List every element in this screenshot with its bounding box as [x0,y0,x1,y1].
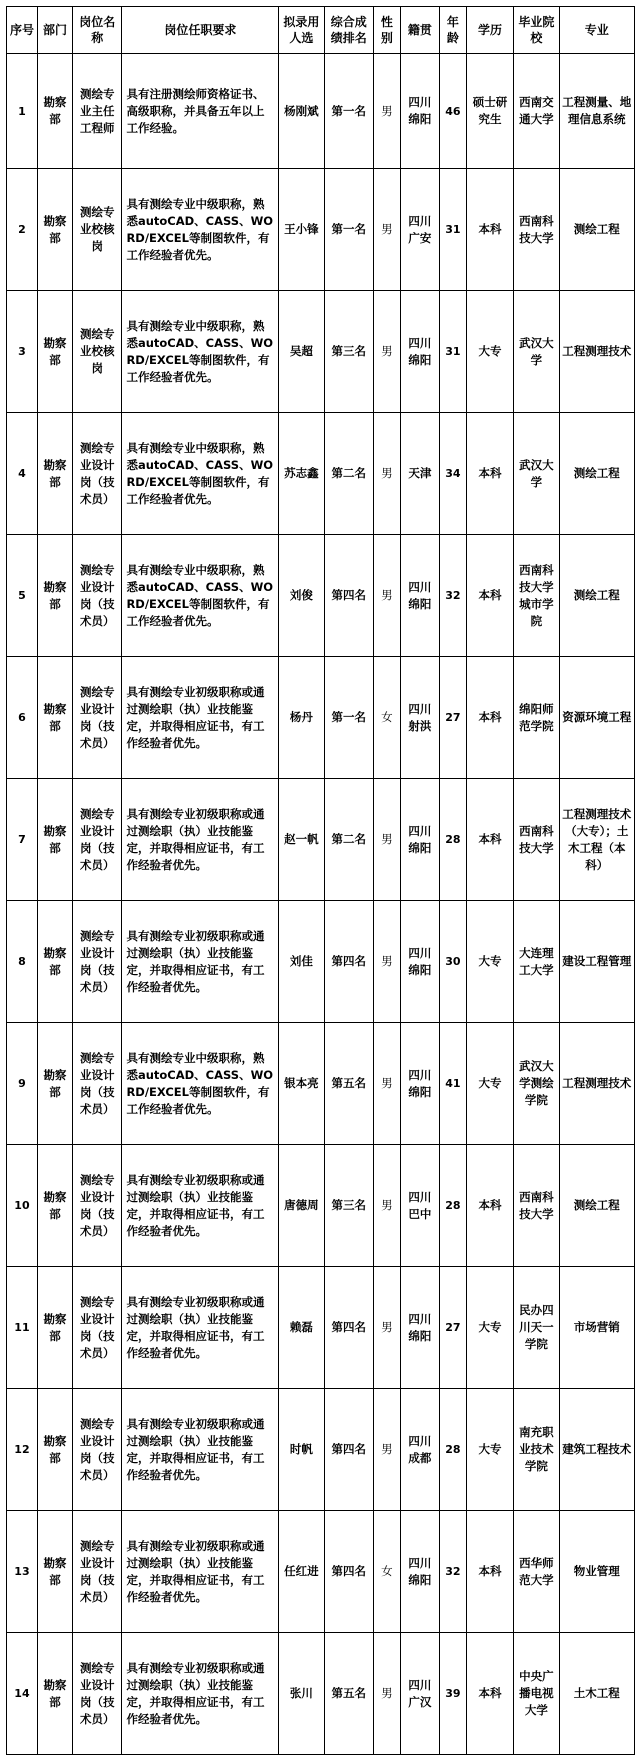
row-native: 四川绵阳 [400,1023,439,1145]
row-dept: 勘察部 [37,1267,72,1389]
row-rank: 第三名 [324,291,373,413]
row-name: 王小锋 [279,169,324,291]
row-requirement: 具有测绘专业中级职称，熟悉autoCAD、CASS、WORD/EXCEL等制图软件，有工作经验者优先。 [122,291,279,413]
table-row [7,54,635,169]
row-school: 大连理工大学 [514,901,559,1023]
row-age: 41 [440,1023,467,1145]
row-dept: 勘察部 [37,779,72,901]
row-requirement: 具有测绘专业中级职称，熟悉autoCAD、CASS、WORD/EXCEL等制图软件，有工作经验者优先。 [122,1023,279,1145]
row-native: 四川绵阳 [400,535,439,657]
row-native: 天津 [400,413,439,535]
row-no: 12 [7,1389,38,1511]
row-gender: 男 [374,535,401,657]
row-dept: 勘察部 [37,413,72,535]
row-gender: 女 [374,1511,401,1633]
header-requirement: 岗位任职要求 [122,7,279,54]
row-position: 测绘专业设计岗（技术员） [72,1023,121,1145]
row-rank: 第一名 [324,657,373,779]
row-school: 武汉大学测绘学院 [514,1023,559,1145]
row-edu: 本科 [466,535,513,657]
row-name: 刘佳 [279,901,324,1023]
header-name: 拟录用人选 [279,7,324,54]
recruitment-table-container [6,6,635,1755]
row-name: 任红进 [279,1511,324,1633]
row-edu: 本科 [466,1633,513,1755]
table-row [7,1511,635,1633]
row-major: 建筑工程技术 [559,1389,634,1511]
row-native: 四川成都 [400,1389,439,1511]
row-gender: 男 [374,901,401,1023]
row-position: 测绘专业设计岗（技术员） [72,535,121,657]
row-no: 1 [7,54,38,169]
header-school: 毕业院校 [514,7,559,54]
row-no: 2 [7,169,38,291]
row-requirement: 具有测绘专业初级职称或通过测绘职（执）业技能鉴定，并取得相应证书，有工作经验者优先。 [122,657,279,779]
row-requirement: 具有测绘专业初级职称或通过测绘职（执）业技能鉴定，并取得相应证书，有工作经验者优先。 [122,1145,279,1267]
header-major: 专业 [559,7,634,54]
row-major: 测绘工程 [559,535,634,657]
row-rank: 第二名 [324,779,373,901]
header-age: 年龄 [440,7,467,54]
row-gender: 男 [374,1145,401,1267]
recruitment-table [6,6,635,1755]
row-school: 武汉大学 [514,413,559,535]
row-position: 测绘专业设计岗（技术员） [72,1511,121,1633]
row-position: 测绘专业设计岗（技术员） [72,1389,121,1511]
row-dept: 勘察部 [37,535,72,657]
row-native: 四川绵阳 [400,54,439,169]
row-no: 8 [7,901,38,1023]
row-no: 4 [7,413,38,535]
row-major: 测绘工程 [559,1145,634,1267]
row-major: 工程测理技术 [559,1023,634,1145]
row-dept: 勘察部 [37,1023,72,1145]
table-row [7,169,635,291]
row-major: 工程测理技术 [559,291,634,413]
row-requirement: 具有注册测绘师资格证书、高级职称，并具备五年以上工作经验。 [122,54,279,169]
row-dept: 勘察部 [37,1511,72,1633]
row-rank: 第四名 [324,901,373,1023]
row-name: 时帆 [279,1389,324,1511]
row-major: 建设工程管理 [559,901,634,1023]
row-edu: 本科 [466,1511,513,1633]
header-edu: 学历 [466,7,513,54]
row-requirement: 具有测绘专业中级职称，熟悉autoCAD、CASS、WORD/EXCEL等制图软件，有工作经验者优先。 [122,535,279,657]
row-age: 32 [440,535,467,657]
row-major: 物业管理 [559,1511,634,1633]
row-no: 7 [7,779,38,901]
row-school: 民办四川天一学院 [514,1267,559,1389]
row-major: 资源环境工程 [559,657,634,779]
row-gender: 男 [374,1267,401,1389]
row-major: 土木工程 [559,1633,634,1755]
row-major: 测绘工程 [559,169,634,291]
row-age: 32 [440,1511,467,1633]
row-no: 11 [7,1267,38,1389]
row-gender: 男 [374,54,401,169]
row-school: 南充职业技术学院 [514,1389,559,1511]
row-no: 13 [7,1511,38,1633]
row-major: 市场营销 [559,1267,634,1389]
row-name: 唐德周 [279,1145,324,1267]
row-edu: 大专 [466,1023,513,1145]
row-major: 工程测理技术（大专）；土木工程（本科） [559,779,634,901]
row-age: 28 [440,1389,467,1511]
row-no: 14 [7,1633,38,1755]
row-position: 测绘专业校核岗 [72,291,121,413]
row-rank: 第五名 [324,1633,373,1755]
row-age: 27 [440,657,467,779]
row-name: 张川 [279,1633,324,1755]
row-native: 四川绵阳 [400,1267,439,1389]
row-native: 四川绵阳 [400,779,439,901]
table-row [7,535,635,657]
row-age: 27 [440,1267,467,1389]
header-rank: 综合成绩排名 [324,7,373,54]
row-native: 四川绵阳 [400,1511,439,1633]
row-position: 测绘专业设计岗（技术员） [72,1633,121,1755]
row-requirement: 具有测绘专业初级职称或通过测绘职（执）业技能鉴定，并取得相应证书，有工作经验者优先。 [122,901,279,1023]
row-name: 刘俊 [279,535,324,657]
row-position: 测绘专业设计岗（技术员） [72,413,121,535]
row-requirement: 具有测绘专业初级职称或通过测绘职（执）业技能鉴定，并取得相应证书，有工作经验者优先。 [122,1633,279,1755]
header-position: 岗位名称 [72,7,121,54]
row-name: 赵一帆 [279,779,324,901]
row-age: 28 [440,1145,467,1267]
row-school: 西南科技大学 [514,779,559,901]
row-school: 绵阳师范学院 [514,657,559,779]
row-school: 武汉大学 [514,291,559,413]
row-rank: 第四名 [324,1511,373,1633]
row-no: 6 [7,657,38,779]
row-name: 杨刚斌 [279,54,324,169]
row-edu: 本科 [466,779,513,901]
row-dept: 勘察部 [37,291,72,413]
row-edu: 本科 [466,1145,513,1267]
row-dept: 勘察部 [37,1145,72,1267]
row-no: 5 [7,535,38,657]
row-edu: 大专 [466,291,513,413]
row-requirement: 具有测绘专业初级职称或通过测绘职（执）业技能鉴定，并取得相应证书，有工作经验者优先。 [122,1389,279,1511]
row-gender: 男 [374,291,401,413]
row-dept: 勘察部 [37,657,72,779]
table-row [7,1145,635,1267]
header-native: 籍贯 [400,7,439,54]
row-school: 西南科技大学 [514,1145,559,1267]
row-rank: 第四名 [324,1267,373,1389]
row-no: 9 [7,1023,38,1145]
row-native: 四川绵阳 [400,901,439,1023]
row-position: 测绘专业主任工程师 [72,54,121,169]
row-age: 28 [440,779,467,901]
row-edu: 本科 [466,657,513,779]
row-position: 测绘专业设计岗（技术员） [72,779,121,901]
header-no: 序号 [7,7,38,54]
row-rank: 第四名 [324,535,373,657]
row-no: 3 [7,291,38,413]
row-dept: 勘察部 [37,54,72,169]
row-name: 苏志鑫 [279,413,324,535]
row-position: 测绘专业校核岗 [72,169,121,291]
row-edu: 大专 [466,901,513,1023]
row-position: 测绘专业设计岗（技术员） [72,1267,121,1389]
header-gender: 性别 [374,7,401,54]
row-edu: 硕士研究生 [466,54,513,169]
row-name: 银本亮 [279,1023,324,1145]
row-requirement: 具有测绘专业中级职称，熟悉autoCAD、CASS、WORD/EXCEL等制图软件，有工作经验者优先。 [122,169,279,291]
row-school: 中央广播电视大学 [514,1633,559,1755]
row-position: 测绘专业设计岗（技术员） [72,901,121,1023]
row-dept: 勘察部 [37,1633,72,1755]
table-row [7,1023,635,1145]
header-dept: 部门 [37,7,72,54]
row-gender: 男 [374,1389,401,1511]
row-edu: 大专 [466,1389,513,1511]
row-dept: 勘察部 [37,1389,72,1511]
row-school: 西南科技大学 [514,169,559,291]
table-row [7,1389,635,1511]
row-requirement: 具有测绘专业中级职称，熟悉autoCAD、CASS、WORD/EXCEL等制图软件，有工作经验者优先。 [122,413,279,535]
row-age: 34 [440,413,467,535]
row-gender: 男 [374,413,401,535]
row-major: 工程测量、地理信息系统 [559,54,634,169]
row-school: 西南科技大学城市学院 [514,535,559,657]
row-native: 四川射洪 [400,657,439,779]
table-row [7,1267,635,1389]
row-edu: 本科 [466,413,513,535]
table-row [7,291,635,413]
row-dept: 勘察部 [37,169,72,291]
row-rank: 第四名 [324,1389,373,1511]
row-name: 吴超 [279,291,324,413]
row-native: 四川广安 [400,169,439,291]
row-no: 10 [7,1145,38,1267]
row-requirement: 具有测绘专业初级职称或通过测绘职（执）业技能鉴定，并取得相应证书，有工作经验者优先。 [122,1511,279,1633]
row-age: 30 [440,901,467,1023]
table-row [7,901,635,1023]
row-age: 31 [440,291,467,413]
row-rank: 第五名 [324,1023,373,1145]
row-native: 四川巴中 [400,1145,439,1267]
row-rank: 第二名 [324,413,373,535]
row-age: 39 [440,1633,467,1755]
row-rank: 第一名 [324,54,373,169]
row-name: 赖磊 [279,1267,324,1389]
table-row [7,1633,635,1755]
row-gender: 男 [374,1023,401,1145]
row-position: 测绘专业设计岗（技术员） [72,1145,121,1267]
row-age: 46 [440,54,467,169]
header-row [7,7,635,54]
row-gender: 男 [374,1633,401,1755]
row-school: 西南交通大学 [514,54,559,169]
row-requirement: 具有测绘专业初级职称或通过测绘职（执）业技能鉴定，并取得相应证书，有工作经验者优先。 [122,779,279,901]
row-gender: 女 [374,657,401,779]
table-row [7,657,635,779]
row-native: 四川广汉 [400,1633,439,1755]
row-dept: 勘察部 [37,901,72,1023]
row-gender: 男 [374,169,401,291]
table-row [7,779,635,901]
row-gender: 男 [374,779,401,901]
table-body [7,54,635,1755]
row-native: 四川绵阳 [400,291,439,413]
row-edu: 大专 [466,1267,513,1389]
row-name: 杨丹 [279,657,324,779]
row-requirement: 具有测绘专业初级职称或通过测绘职（执）业技能鉴定，并取得相应证书，有工作经验者优先。 [122,1267,279,1389]
row-rank: 第三名 [324,1145,373,1267]
row-position: 测绘专业设计岗（技术员） [72,657,121,779]
row-major: 测绘工程 [559,413,634,535]
row-school: 西华师范大学 [514,1511,559,1633]
row-edu: 本科 [466,169,513,291]
table-row [7,413,635,535]
row-age: 31 [440,169,467,291]
row-rank: 第一名 [324,169,373,291]
